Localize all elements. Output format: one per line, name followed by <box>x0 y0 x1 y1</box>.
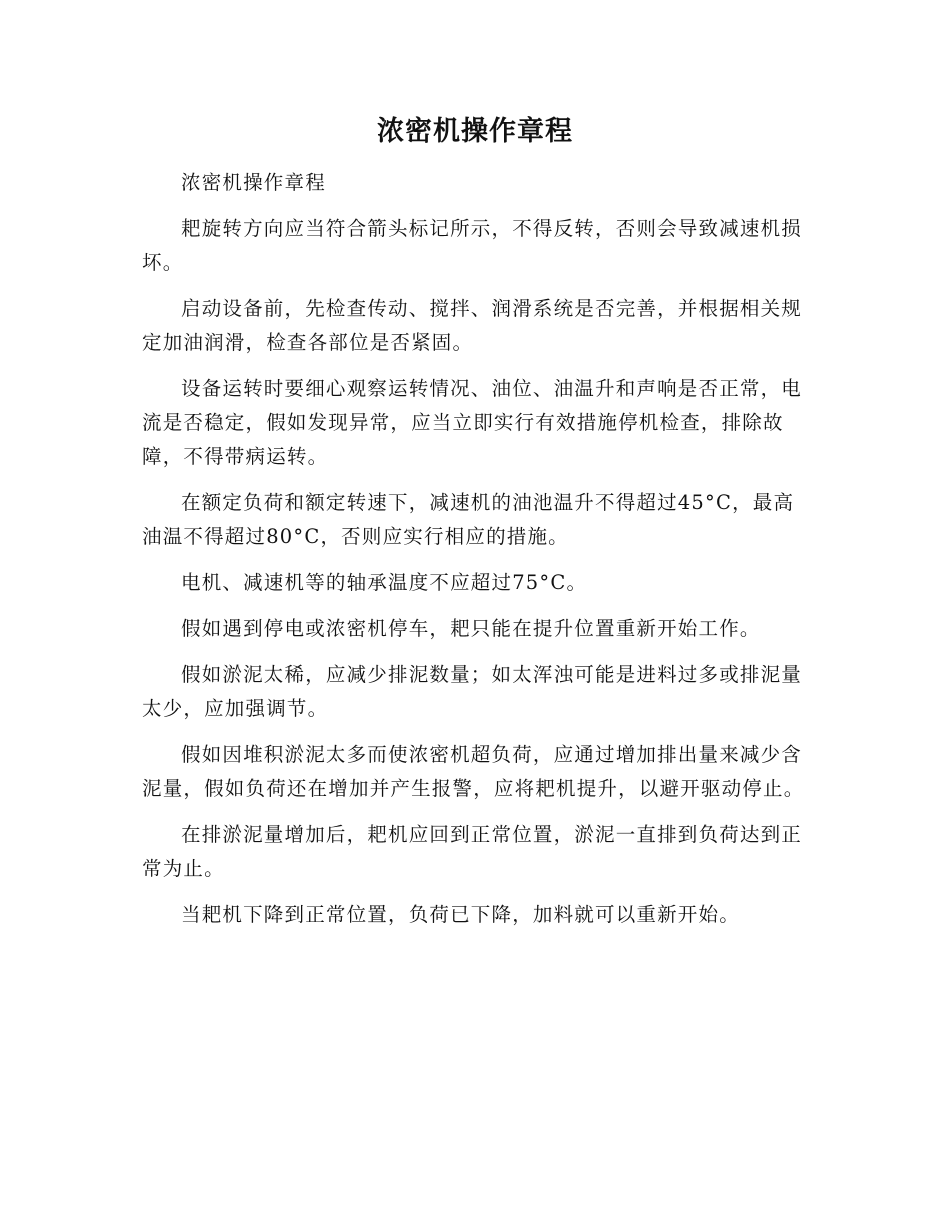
paragraph-sludge-consistency: 假如淤泥太稀，应减少排泥数量；如太浑浊可能是进料过多或排泥量太少，应加强调节。 <box>142 663 803 720</box>
paragraph-bearing-temperature: 电机、减速机等的轴承温度不应超过75°C。 <box>181 571 588 594</box>
document-body <box>142 166 812 944</box>
paragraph-rake-return: 在排淤泥量增加后，耙机应回到正常位置，淤泥一直排到负荷达到正常为止。 <box>142 823 803 880</box>
paragraph-subtitle: 浓密机操作章程 <box>181 171 326 194</box>
paragraph-operation-monitoring: 设备运转时要细心观察运转情况、油位、油温升和声响是否正常，电流是否稳定，假如发现异常，应当立即实行有效措施停机检查，排除故障，不得带病运转。 <box>142 377 803 468</box>
document-title: 浓密机操作章程 <box>377 116 573 147</box>
paragraph-restart-feeding: 当耙机下降到正常位置，负荷已下降，加料就可以重新开始。 <box>181 903 740 926</box>
paragraph-oil-temperature: 在额定负荷和额定转速下，减速机的油池温升不得超过45°C，最高油温不得超过80°C，否则应实行相应的措施。 <box>142 491 795 548</box>
paragraph-rake-direction: 耙旋转方向应当符合箭头标记所示，不得反转，否则会导致减速机损坏。 <box>142 217 803 274</box>
paragraph-startup-check: 启动设备前，先检查传动、搅拌、润滑系统是否完善，并根据相关规定加油润滑，检查各部位是否紧固。 <box>142 297 803 354</box>
paragraph-overload: 假如因堆积淤泥太多而使浓密机超负荷，应通过增加排出量来减少含泥量，假如负荷还在增加并产生报警，应将耙机提升，以避开驱动停止。 <box>142 743 805 800</box>
paragraph-power-outage: 假如遇到停电或浓密机停车，耙只能在提升位置重新开始工作。 <box>181 617 761 640</box>
